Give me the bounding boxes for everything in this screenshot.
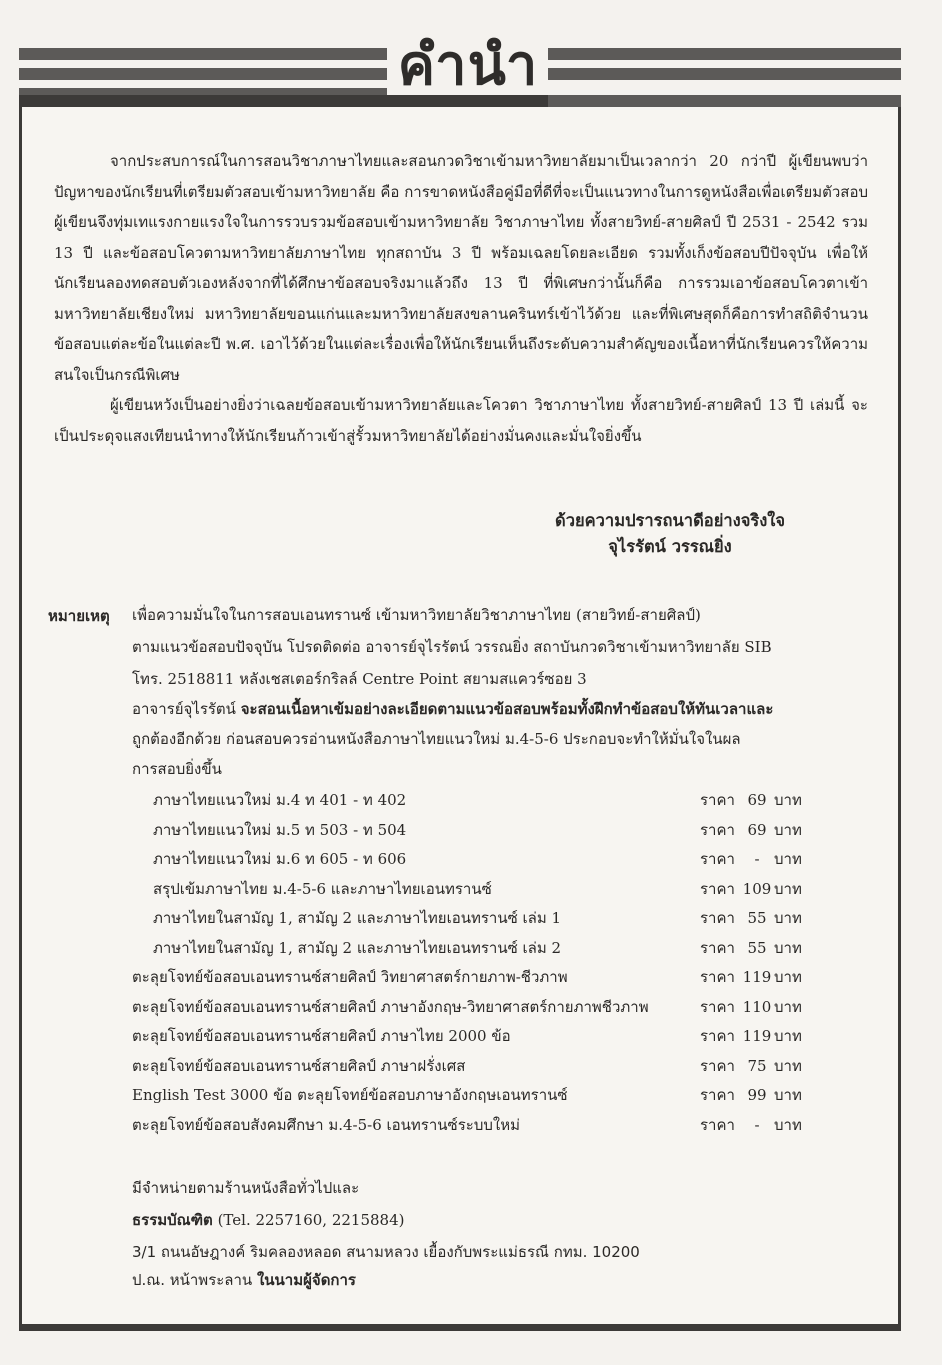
book-row [0,786,942,814]
book-price [700,786,802,814]
closing-salutation: ด้วยความปรารถนาดีอย่างจริงใจ [554,511,786,530]
price-label: ราคา [700,909,735,927]
book-row [0,963,942,991]
price-label: ราคา [700,820,735,839]
price-value: 55 [747,909,767,927]
note-label: หมายเหตุ [48,607,110,625]
book-row [0,904,942,932]
book-title: English Test 3000 ข้อ ตะลุยโจทย์ข้อสอบภาษาอังกฤษเอนทรานซ์ [132,1086,568,1104]
price-value: 110 [742,997,772,1016]
book-row [0,845,942,873]
intro-paragraph-2: ผู้เขียนหวังเป็นอย่างยิ่งว่าเฉลยข้อสอบเข้ามหาวิทยาลัยและโควตา วิชาภาษาไทย ทั้งสายวิทย์-สายศิลป์ 13 ปี เล่มนี้ จะเป็นประดุจแสงเทียนนำทางให้นักเรียนก้าวเข้าสู่รั้วมหาวิทยาลัยได้อย่างมั่นคงและมั่นใจยิ่งขึ้น [54,396,868,445]
price-unit: บาท [774,1115,802,1134]
book-price [700,904,802,932]
publisher-phone: (Tel. 2257160, 2215884) [217,1211,405,1229]
note-emphasis-line-3: การสอบยิ่งขึ้น [132,760,222,778]
book-title: ภาษาไทยแนวใหม่ ม.4 ท 401 - ท 402 [153,791,407,809]
publisher-address: 3/1 ถนนอัษฎางค์ ริมคลองหลอด สนามหลวง เยื้องกับพระแม่ธรณี กทม. 10200 [132,1243,640,1261]
book-price [700,934,802,962]
price-label: ราคา [700,791,735,809]
price-value: 55 [747,938,767,957]
title-bar-left-1 [19,48,387,60]
price-unit: บาท [774,997,802,1016]
publisher-name: ธรรมบัณฑิต [132,1211,213,1229]
book-title: ตะลุยโจทย์ข้อสอบเอนทรานซ์สายศิลป์ ภาษาไทย 2000 ข้อ [132,1027,511,1045]
intro-paragraph-1: จากประสบการณ์ในการสอนวิชาภาษาไทยและสอนกวดวิชาเข้ามหาวิทยาลัยมาเป็นเวลากว่า 20 กว่าปี ผู้เขียนพบว่าปัญหาของนักเรียนที่เตรียมตัวสอบเข้ามหาวิทยาลัย คือ การขาดหนังสือคู่มือที่ดีที่จะเป็นแนวทางในการดูหนังสือเพื่อเตรียมตัวสอบ ผู้เขียนจึงทุ่มเทแรงกายแรงใจในการรวบรวมข้อสอบเข้ามหาวิทยาลัย วิชาภาษาไทย ทั้งสายวิทย์-สายศิลป์ ปี 2531 - 2542 รวม 13 ปี และข้อสอบโควตามหาวิทยาลัยภาษาไทย ทุกสถาบัน 3 ปี พร้อมเฉลยโดยละเอียด รวมทั้งเก็งข้อสอบปีปัจจุบัน เพื่อให้นักเรียนลองทดสอบตัวเองหลังจากที่ได้ศึกษาข้อสอบจริงมาแล้วถึง 13 ปี ที่พิเศษกว่านั้นก็คือ การรวมเอาข้อสอบโควตาเข้ามหาวิทยาลัยเชียงใหม่ มหาวิทยาลัยขอนแก่นและมหาวิทยาลัยสงขลานครินทร์เข้าไว้ด้วย และที่พิเศษสุดก็คือการทำสถิติจำนวนข้อสอบแต่ละข้อในแต่ละปี พ.ศ. เอาไว้ด้วยในแต่ละเรื่องเพื่อให้นักเรียนเห็นถึงระดับความสำคัญของเนื้อหาที่นักเรียนควรให้ความสนใจเป็นกรณีพิเศษ [54,152,868,384]
price-unit: บาท [774,1056,802,1075]
book-title: ภาษาไทยแนวใหม่ ม.5 ท 503 - ท 504 [153,820,407,839]
po-line: ป.ณ. หน้าพระลาน ในนามผู้จัดการ [132,1271,356,1289]
book-title: ตะลุยโจทย์ข้อสอบเอนทรานซ์สายศิลป์ ภาษาฝรั่งเศส [132,1056,466,1075]
price-value: 119 [742,968,772,986]
book-title: ภาษาไทยแนวใหม่ ม.6 ท 605 - ท 606 [153,850,407,868]
book-price [700,1111,802,1139]
note-line-3: โทร. 2518811 หลังเชสเตอร์กริลล์ Centre Point สยามสแควร์ซอย 3 [132,670,587,688]
book-row [0,1111,942,1139]
book-price [700,1052,802,1080]
note-emphasis-line-2: ถูกต้องอีกด้วย ก่อนสอบควรอ่านหนังสือภาษาไทยแนวใหม่ ม.4-5-6 ประกอบจะทำให้มั่นใจในผล [132,730,741,748]
title-bar-right-3 [548,95,901,107]
closing-author: จุไรรัตน์ วรรณยิ่ง [608,537,732,556]
book-title: ภาษาไทยในสามัญ 1, สามัญ 2 และภาษาไทยเอนทรานซ์ เล่ม 1 [153,909,562,927]
price-value: 99 [747,1086,767,1104]
book-price [700,816,802,844]
price-value: 119 [742,1027,772,1045]
price-label: ราคา [700,938,735,957]
book-price [700,963,802,991]
title-bar-right-2 [548,68,901,80]
book-row [0,1052,942,1080]
book-title: ตะลุยโจทย์ข้อสอบเอนทรานซ์สายศิลป์ วิทยาศาสตร์กายภาพ-ชีวภาพ [132,968,568,986]
price-value: 69 [747,820,767,839]
book-title: สรุปเข้มภาษาไทย ม.4-5-6 และภาษาไทยเอนทรานซ์ [153,879,492,898]
price-unit: บาท [774,909,802,927]
price-value: - [754,850,760,868]
price-value: 69 [747,791,767,809]
price-label: ราคา [700,1056,735,1075]
price-label: ราคา [700,1027,735,1045]
price-unit: บาท [774,850,802,868]
book-row [0,1081,942,1109]
price-label: ราคา [700,850,735,868]
price-label: ราคา [700,1115,735,1134]
book-row [0,1022,942,1050]
price-value: 75 [747,1056,767,1075]
book-row [0,816,942,844]
price-label: ราคา [700,879,735,898]
price-value: 109 [742,879,772,898]
book-price [700,993,802,1021]
price-label: ราคา [700,997,735,1016]
book-row [0,875,942,903]
book-row [0,993,942,1021]
price-value: - [754,1115,760,1134]
distribution-line: มีจำหน่ายตามร้านหนังสือทั่วไปและ [132,1179,360,1197]
book-title: ตะลุยโจทย์ข้อสอบเอนทรานซ์สายศิลป์ ภาษาอังกฤษ-วิทยาศาสตร์กายภาพชีวภาพ [132,997,649,1016]
page-title: คำนำ [397,33,539,98]
price-label: ราคา [700,968,735,986]
price-unit: บาท [774,791,802,809]
title-bar-right-1 [548,48,901,60]
price-unit: บาท [774,1027,802,1045]
publisher-line [132,1206,404,1234]
price-unit: บาท [774,938,802,957]
title-bar-left-2 [19,68,387,80]
price-label: ราคา [700,1086,735,1104]
price-unit: บาท [774,968,802,986]
book-title: ภาษาไทยในสามัญ 1, สามัญ 2 และภาษาไทยเอนทรานซ์ เล่ม 2 [153,938,562,957]
book-row [0,934,942,962]
book-price [700,845,802,873]
note-emphasis-line-1: อาจารย์จุไรรัตน์ จะสอนเนื้อหาเข้มอย่างละเอียดตามแนวข้อสอบพร้อมทั้งฝึกทำข้อสอบให้ทันเวลาและ [132,700,774,718]
book-title: ตะลุยโจทย์ข้อสอบสังคมศึกษา ม.4-5-6 เอนทรานซ์ระบบใหม่ [132,1115,520,1134]
note-line-2: ตามแนวข้อสอบปัจจุบัน โปรดติดต่อ อาจารย์จุไรรัตน์ วรรณยิ่ง สถาบันกวดวิชาเข้ามหาวิทยาลัย SIB [132,638,772,656]
book-price [700,1022,802,1050]
book-price [700,875,802,903]
note-line-1: เพื่อความมั่นใจในการสอบเอนทรานซ์ เข้ามหาวิทยาลัยวิชาภาษาไทย (สายวิทย์-สายศิลป์) [132,606,701,624]
price-unit: บาท [774,1086,802,1104]
book-price [700,1081,802,1109]
price-unit: บาท [774,879,802,898]
price-unit: บาท [774,820,802,839]
